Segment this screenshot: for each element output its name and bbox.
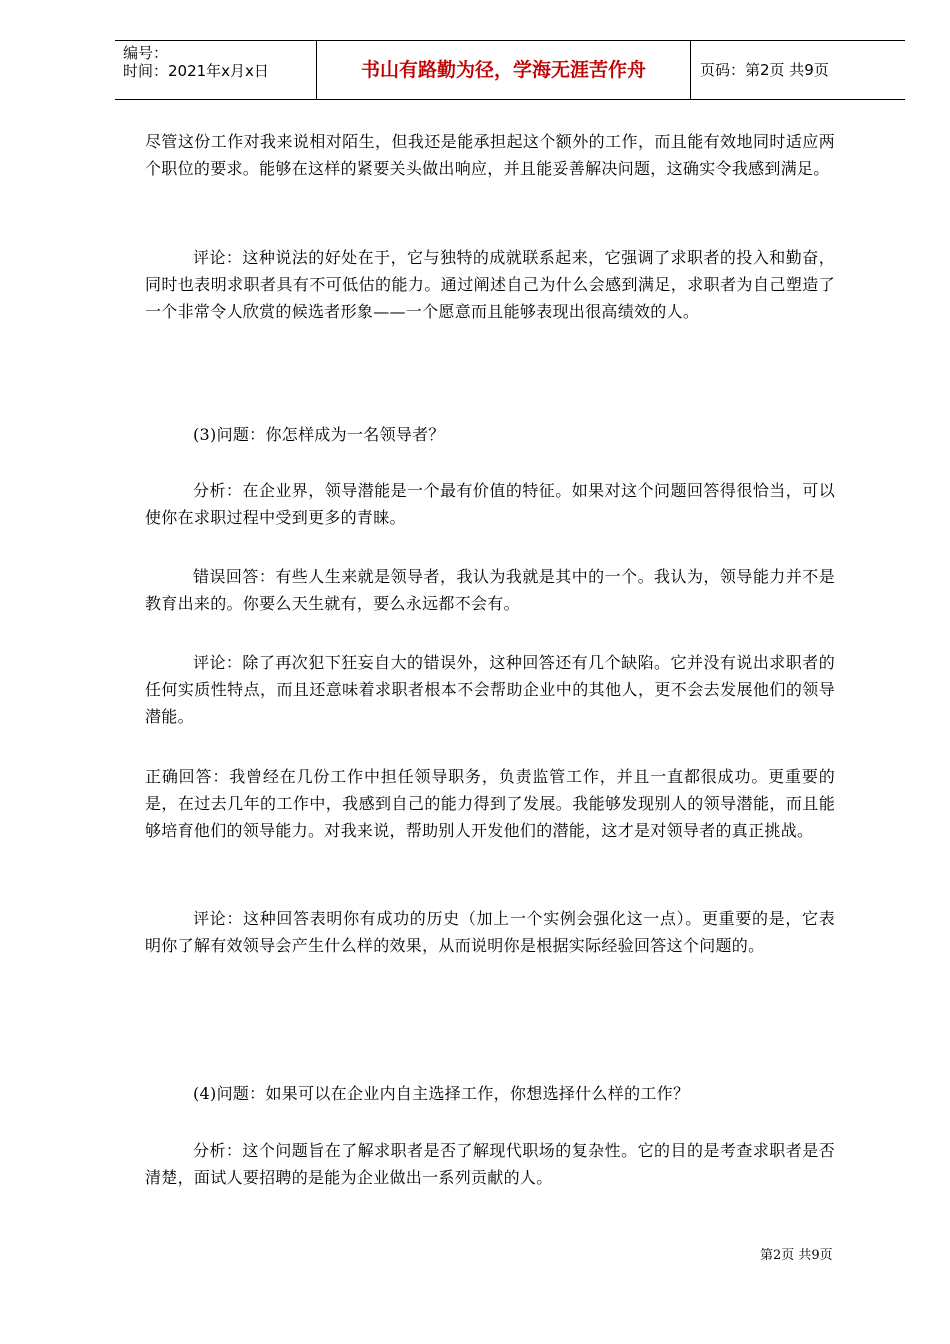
paragraph-right-answer-3: 正确回答：我曾经在几份工作中担任领导职务，负责监管工作，并且一直都很成功。更重要的是，在过去几年的工作中，我感到自己的能力得到了发展。我能够发现别人的领导潜能，而且能够培育他们的领导能力。对我来说，帮助别人开发他们的潜能，这才是对领导者的真正挑战。 — [145, 767, 835, 840]
header-info-cell — [115, 41, 317, 99]
paragraph-1: 尽管这份工作对我来说相对陌生，但我还是能承担起这个额外的工作，而且能有效地同时适应两个职位的要求。能够在这样的紧要关头做出响应，并且能妥善解决问题，这确实令我感到满足。 — [145, 132, 835, 178]
header-motto: 书山有路勤为径，学海无涯苦作舟 — [317, 41, 691, 99]
paragraph-analysis-4: 分析：这个问题旨在了解求职者是否了解现代职场的复杂性。它的目的是考查求职者是否清楚，面试人要招聘的是能为企业做出一系列贡献的人。 — [145, 1141, 835, 1187]
paragraph-wrong-answer-3: 错误回答：有些人生来就是领导者，我认为我就是其中的一个。我认为，领导能力并不是教育出来的。你要么天生就有，要么永远都不会有。 — [145, 567, 835, 613]
paragraph-2: 评论：这种说法的好处在于，它与独特的成就联系起来，它强调了求职者的投入和勤奋，同时也表明求职者具有不可低估的能力。通过阐述自己为什么会感到满足，求职者为自己塑造了一个非常令人欣赏的候选者形象——一个愿意而且能够表现出很高绩效的人。 — [145, 248, 835, 321]
document-number-label: 编号： — [123, 44, 169, 62]
question-3-heading: (3)问题：你怎样成为一名领导者？ — [193, 425, 445, 444]
paragraph-analysis-3: 分析：在企业界，领导潜能是一个最有价值的特征。如果对这个问题回答得很恰当，可以使你在求职过程中受到更多的青睐。 — [145, 481, 835, 527]
header-page-number: 页码：第2页 共9页 — [700, 61, 829, 79]
document-time-label: 时间：2021年x月x日 — [123, 62, 269, 80]
page-header — [115, 40, 905, 100]
paragraph-comment-wrong-3: 评论：除了再次犯下狂妄自大的错误外，这种回答还有几个缺陷。它并没有说出求职者的任何实质性特点，而且还意味着求职者根本不会帮助企业中的其他人，更不会去发展他们的领导潜能。 — [145, 653, 835, 726]
question-4-heading: (4)问题：如果可以在企业内自主选择工作，你想选择什么样的工作？ — [193, 1084, 690, 1103]
page-footer: 第2页 共9页 — [760, 1248, 833, 1263]
paragraph-comment-right-3: 评论：这种回答表明你有成功的历史（加上一个实例会强化这一点）。更重要的是，它表明你了解有效领导会产生什么样的效果，从而说明你是根据实际经验回答这个问题的。 — [145, 909, 835, 955]
